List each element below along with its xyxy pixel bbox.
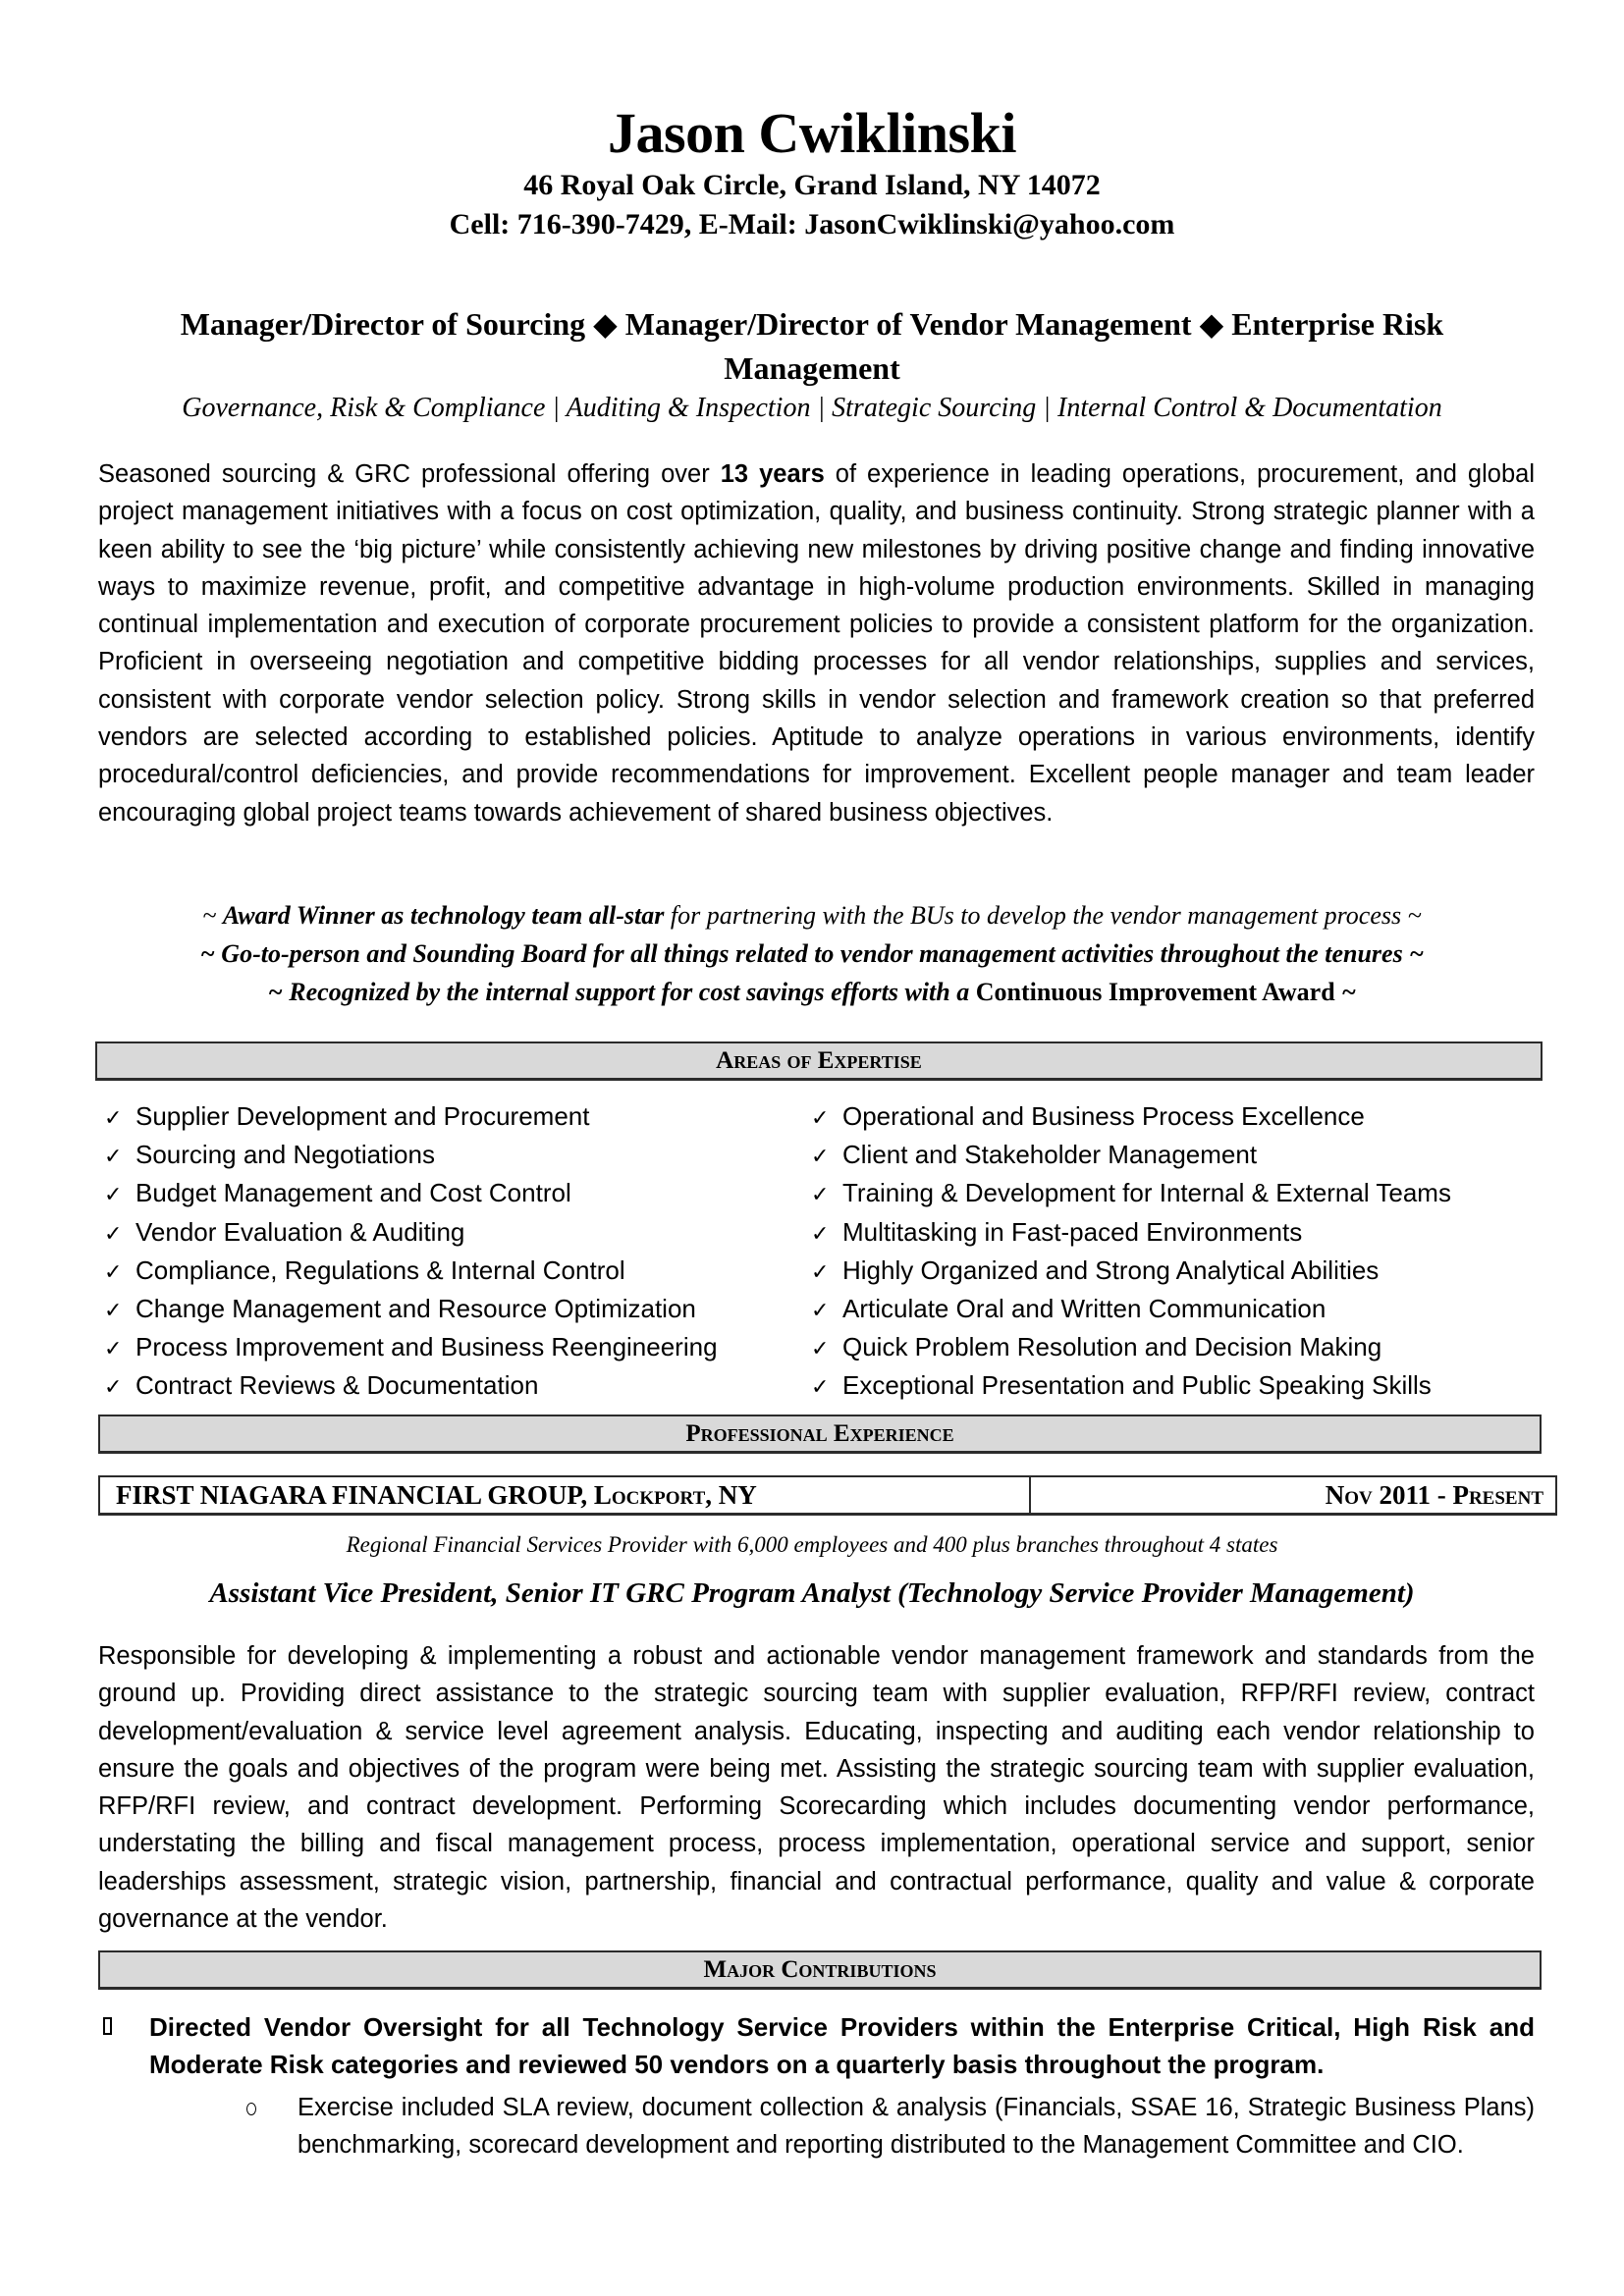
check-icon: ✓: [811, 1106, 830, 1131]
expertise-item: [811, 1291, 1538, 1329]
check-icon: ✓: [811, 1337, 830, 1362]
check-icon: ✓: [104, 1337, 123, 1362]
candidate-name: Jason Cwiklinski: [608, 101, 1016, 165]
award-text: ~ Recognized by the internal support for cost savings efforts with a: [267, 978, 976, 1006]
check-icon: ✓: [811, 1299, 830, 1324]
check-icon: ✓: [811, 1145, 830, 1170]
section-header-expertise: Areas of Expertise: [95, 1041, 1543, 1081]
check-icon: ✓: [104, 1183, 123, 1208]
expertise-column-left: [104, 1098, 791, 1407]
circle-bullet-icon: [246, 2103, 256, 2115]
expertise-item: [811, 1367, 1538, 1406]
address: 46 Royal Oak Circle, Grand Island, NY 14072: [523, 169, 1101, 201]
award-tilde: ~: [1334, 978, 1357, 1006]
target-titles: Manager/Director of Sourcing ◆ Manager/Director of Vendor Management ◆ Enterprise Risk Management: [180, 306, 1444, 386]
expertise-label: Compliance, Regulations & Internal Control: [135, 1255, 625, 1285]
check-icon: ✓: [811, 1183, 830, 1208]
expertise-item: [811, 1214, 1538, 1253]
check-icon: ✓: [104, 1299, 123, 1324]
expertise-label: Client and Stakeholder Management: [842, 1140, 1258, 1170]
expertise-label: Sourcing and Negotiations: [135, 1140, 435, 1170]
employer-name-cell: [100, 1477, 1031, 1513]
check-icon: ✓: [104, 1221, 123, 1247]
contribution-text: Directed Vendor Oversight for all Technology Service Providers within the Enterprise Critical, High Risk and Moderate Risk categories and reviewed 50 vendors on a quarterly basis throughout the program.: [149, 2012, 1535, 2079]
contribution-subitem-text: Exercise included SLA review, document collection & analysis (Financials, SSAE 16, Strategic Business Plans) benchmarking, scorecard development and reporting distributed to the Management Committee and CIO.: [298, 2094, 1535, 2159]
expertise-label: Vendor Evaluation & Auditing: [135, 1216, 465, 1247]
expertise-item: [104, 1253, 791, 1291]
job-responsibilities: Responsible for developing & implementing a robust and actionable vendor management framework and standards from the ground up. Providing direct assistance to the strategic sourcing team with supplier evaluation, RFP/RFI review, contract development/evaluation & service level agreement analysis. Educating, inspecting and auditing each vendor relationship to ensure the goals and objectives of the program were being met. Assisting the strategic sourcing team with supplier evaluation, RFP/RFI review, and contract development. Performing Scorecarding which includes documenting vendor performance, understating the billing and fiscal management process, process implementation, operational service and support, senior leaderships assessment, strategic vision, partnership, financial and contractual performance, quality and value & corporate governance at the vendor.: [98, 1642, 1535, 1934]
check-icon: ✓: [811, 1259, 830, 1285]
employment-dates: Nov 2011 - Present: [1325, 1480, 1543, 1510]
summary-years: 13 years: [720, 460, 825, 488]
award-line: [0, 901, 1624, 931]
specialties-line: Governance, Risk & Compliance | Auditing & Inspection | Strategic Sourcing | Internal Control & Documentation: [182, 393, 1442, 423]
expertise-label: Quick Problem Resolution and Decision Making: [842, 1332, 1382, 1362]
section-header-experience: Professional Experience: [98, 1415, 1542, 1454]
award-tilde: ~: [202, 901, 223, 930]
section-header-contributions: Major Contributions: [98, 1950, 1542, 1990]
check-icon: ✓: [104, 1106, 123, 1131]
expertise-label: Exceptional Presentation and Public Speaking Skills: [842, 1370, 1432, 1401]
professional-summary: [98, 455, 1535, 831]
company-description: Regional Financial Services Provider with 6,000 employees and 400 plus branches throughout 4 states: [346, 1532, 1278, 1557]
expertise-item: [104, 1329, 791, 1367]
check-icon: ✓: [811, 1375, 830, 1401]
company-name: FIRST NIAGARA FINANCIAL GROUP,: [116, 1480, 588, 1510]
expertise-label: Supplier Development and Procurement: [135, 1101, 590, 1131]
check-icon: ✓: [104, 1375, 123, 1401]
expertise-item: [104, 1291, 791, 1329]
award-line: ~ Go-to-person and Sounding Board for all things related to vendor management activities throughout the tenures ~: [199, 939, 1425, 968]
expertise-item: [811, 1175, 1538, 1213]
check-icon: ✓: [104, 1259, 123, 1285]
employer-bar: [98, 1475, 1557, 1516]
expertise-item: [811, 1253, 1538, 1291]
expertise-label: Training & Development for Internal & External Teams: [842, 1178, 1451, 1208]
expertise-item: [811, 1329, 1538, 1367]
award-highlight: Award Winner as technology team all-star: [222, 901, 665, 930]
award-line: [0, 978, 1624, 1007]
award-text: for partnering with the BUs to develop the vendor management process ~: [664, 901, 1422, 930]
summary-prefix: Seasoned sourcing & GRC professional offering over: [98, 460, 721, 488]
check-icon: ✓: [811, 1221, 830, 1247]
expertise-item: [104, 1175, 791, 1213]
expertise-label: Change Management and Resource Optimization: [135, 1294, 696, 1324]
expertise-item: [811, 1098, 1538, 1137]
expertise-label: Articulate Oral and Written Communication: [842, 1294, 1326, 1324]
expertise-label: Budget Management and Cost Control: [135, 1178, 571, 1208]
award-name: Continuous Improvement Award: [975, 978, 1335, 1006]
expertise-label: Process Improvement and Business Reengineering: [135, 1332, 718, 1362]
expertise-item: [104, 1098, 791, 1137]
check-icon: ✓: [104, 1145, 123, 1170]
expertise-label: Contract Reviews & Documentation: [135, 1370, 539, 1401]
expertise-item: [104, 1214, 791, 1253]
expertise-item: [811, 1137, 1538, 1175]
expertise-item: [104, 1137, 791, 1175]
company-location: Lockport, NY: [587, 1480, 757, 1510]
contact-info: Cell: 716-390-7429, E-Mail: JasonCwiklinski@yahoo.com: [449, 208, 1175, 240]
expertise-label: Multitasking in Fast-paced Environments: [842, 1216, 1303, 1247]
summary-rest: of experience in leading operations, procurement, and global project management initiatives with a focus on cost optimization, quality, and business continuity. Strong strategic planner with a keen ability to see the ‘big picture’ while consistently achieving new milestones by driving positive change and finding innovative ways to maximize revenue, profit, and competitive advantage in high-volume production environments. Skilled in managing continual implementation and execution of corporate procurement policies to provide a consistent platform for the organization. Proficient in overseeing negotiation and competitive bidding processes for all vendor relationships, supplies and services, consistent with corporate vendor selection policy. Strong skills in vendor selection and framework creation so that preferred vendors are selected according to established policies. Aptitude to analyze operations in various environments, identify procedural/control deficiencies, and provide recommendations for improvement. Excellent people manager and team leader encouraging global project teams towards achievement of shared business objectives.: [98, 460, 1535, 827]
job-title: Assistant Vice President, Senior IT GRC Program Analyst (Technology Service Provider Management): [209, 1577, 1415, 1609]
bullet-icon: [103, 2017, 112, 2035]
expertise-label: Highly Organized and Strong Analytical Abilities: [842, 1255, 1380, 1285]
expertise-label: Operational and Business Process Excellence: [842, 1101, 1365, 1131]
expertise-item: [104, 1367, 791, 1406]
expertise-column-right: [811, 1098, 1538, 1407]
